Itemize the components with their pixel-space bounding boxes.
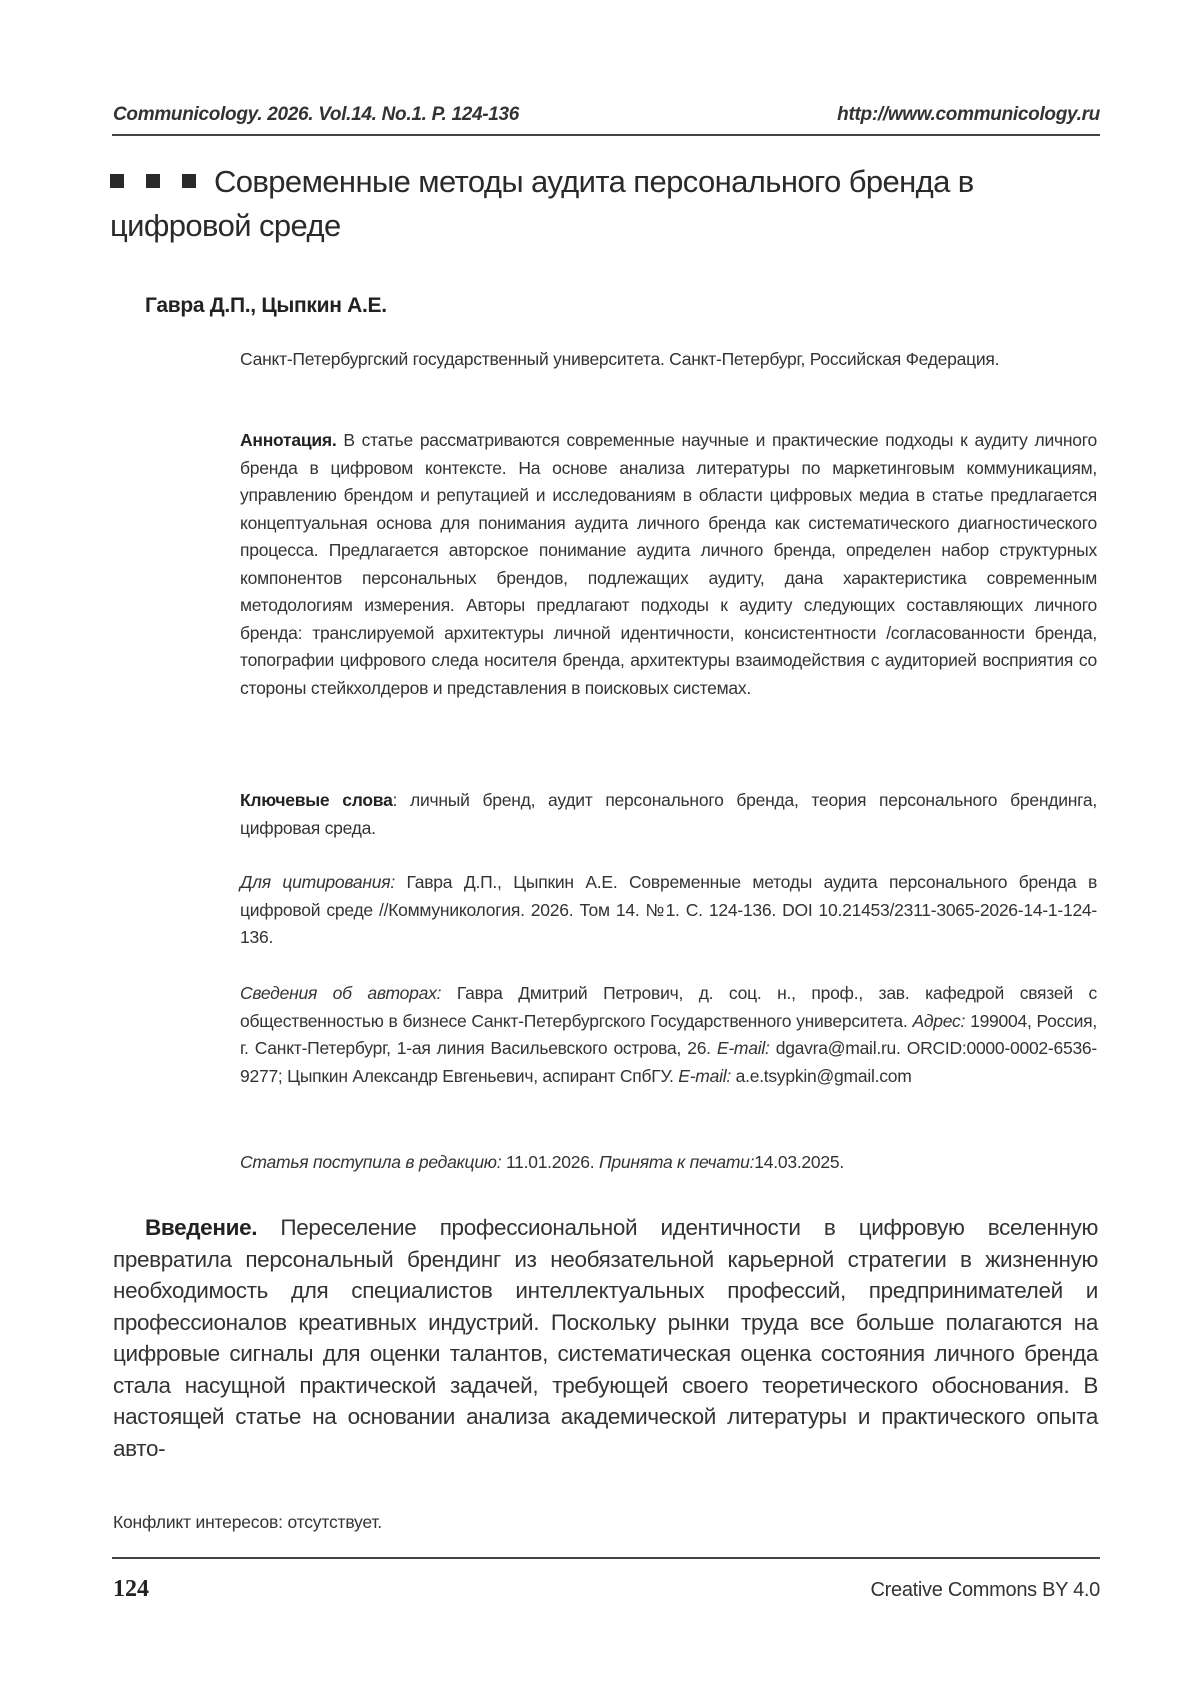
about-authors-text: Гавра Дмитрий Петрович, д. соц. н., проф., зав. кафедрой связей с общественностью в бизнесе Санкт-Петербургского Государственного университета. bbox=[240, 983, 1097, 1031]
abstract-text: В статье рассматриваются современные научные и практические подходы к аудиту личного бренда в цифровом контексте. На основе анализа литературы по маркетинговым коммуникациям, управлению брендом и репутацией и исследованиям в области цифровых медиа в статье предлагается концептуальная основа для понимания аудита личного бренда как систематического диагностического процесса. Предлагается авторское понимание аудита личного бренда, определен набор структурных компонентов персональных брендов, подлежащих аудиту, дана характеристика современным методологиям измерения. Авторы предлагают подходы к аудиту следующих составляющих личного бренда: транслируемой архитектуры личной идентичности, консистентности /согласованности бренда, топографии цифрового следа носителя бренда, архитектуры взаимодействия с аудиторией восприятия со стороны стейкхолдеров и представления в поисковых системах. bbox=[240, 430, 1097, 698]
article-dates bbox=[240, 1149, 1097, 1177]
about-authors-label: Сведения об авторах: bbox=[240, 983, 442, 1003]
abstract bbox=[240, 427, 1097, 702]
citation-text: Гавра Д.П., Цыпкин А.Е. Современные методы аудита персонального бренда в цифровой среде //Коммуникология. 2026. Том 14. №1. С. 124-136. DOI 10.21453/2311-3065-2026-14-1-124-136. bbox=[240, 872, 1097, 947]
article-title: Современные методы аудита персонального бренда в цифровой среде bbox=[110, 164, 974, 243]
page-number: 124 bbox=[113, 1576, 149, 1602]
intro-label: Введение. bbox=[145, 1215, 258, 1240]
received-date: 11.01.2026. bbox=[501, 1152, 599, 1172]
email-orcid-text: dgavra@mail.ru. ORCID:0000-0002-6536-9277; Цыпкин Александр Евгеньевич, аспирант СпбГУ. bbox=[240, 1038, 1097, 1086]
journal-reference: Communicology. 2026. Vol.14. No.1. P. 124-136 bbox=[113, 104, 520, 125]
license: Creative Commons BY 4.0 bbox=[870, 1579, 1100, 1601]
keywords-text: : личный бренд, аудит персонального бренда, теория персонального брендинга, цифровая среда. bbox=[240, 790, 1097, 838]
footer-divider bbox=[112, 1557, 1100, 1559]
introduction-paragraph bbox=[113, 1212, 1098, 1464]
abstract-label: Аннотация. bbox=[240, 430, 337, 450]
address-text: 199004, Россия, г. Санкт-Петербург, 1-ая линия Васильевского острова, 26. bbox=[240, 1010, 1097, 1058]
received-label: Статья поступила в редакцию: bbox=[240, 1152, 502, 1172]
citation-label: Для цитирования: bbox=[240, 872, 395, 892]
journal-url[interactable]: http://www.communicology.ru bbox=[837, 104, 1100, 125]
square-bullet-icon bbox=[110, 174, 124, 188]
about-authors bbox=[240, 980, 1097, 1090]
accepted-date: 14.03.2025. bbox=[754, 1152, 844, 1172]
accepted-label: Принята к печати: bbox=[598, 1152, 755, 1172]
intro-text: Переселение профессиональной идентичности в цифровую вселенную превратила персональный брендинг из необязательной карьерной стратегии в жизненную необходимость для специалистов интеллектуальных профессий, предпринимателей и профессионалов креативных индустрий. Поскольку рынки труда все больше полагаются на цифровые сигналы для оценки талантов, систематическая оценка состояния личного бренда стала насущной практической задачей, требующей своего теоретического обоснования. В настоящей статье на основании анализа академической литературы и практического опыта авто- bbox=[113, 1215, 1098, 1461]
keywords bbox=[240, 787, 1097, 842]
affiliation: Санкт-Петербургский государственный университета. Санкт-Петербург, Российская Федерация. bbox=[240, 349, 1000, 369]
square-bullet-icon bbox=[182, 174, 196, 188]
email-label: E-mail: bbox=[716, 1038, 770, 1058]
header-divider bbox=[112, 134, 1100, 136]
conflict-of-interest: Конфликт интересов: отсутствует. bbox=[113, 1512, 382, 1532]
square-bullet-icon bbox=[146, 174, 160, 188]
email-link[interactable]: a.e.tsypkin@gmail.com bbox=[731, 1065, 912, 1086]
authors: Гавра Д.П., Цыпкин А.Е. bbox=[145, 294, 387, 317]
citation bbox=[240, 869, 1097, 952]
address-label: Адрес: bbox=[912, 1010, 966, 1031]
keywords-label: Ключевые слова bbox=[240, 790, 393, 810]
email-label: E-mail: bbox=[678, 1065, 731, 1086]
article-title-block bbox=[110, 160, 1090, 248]
